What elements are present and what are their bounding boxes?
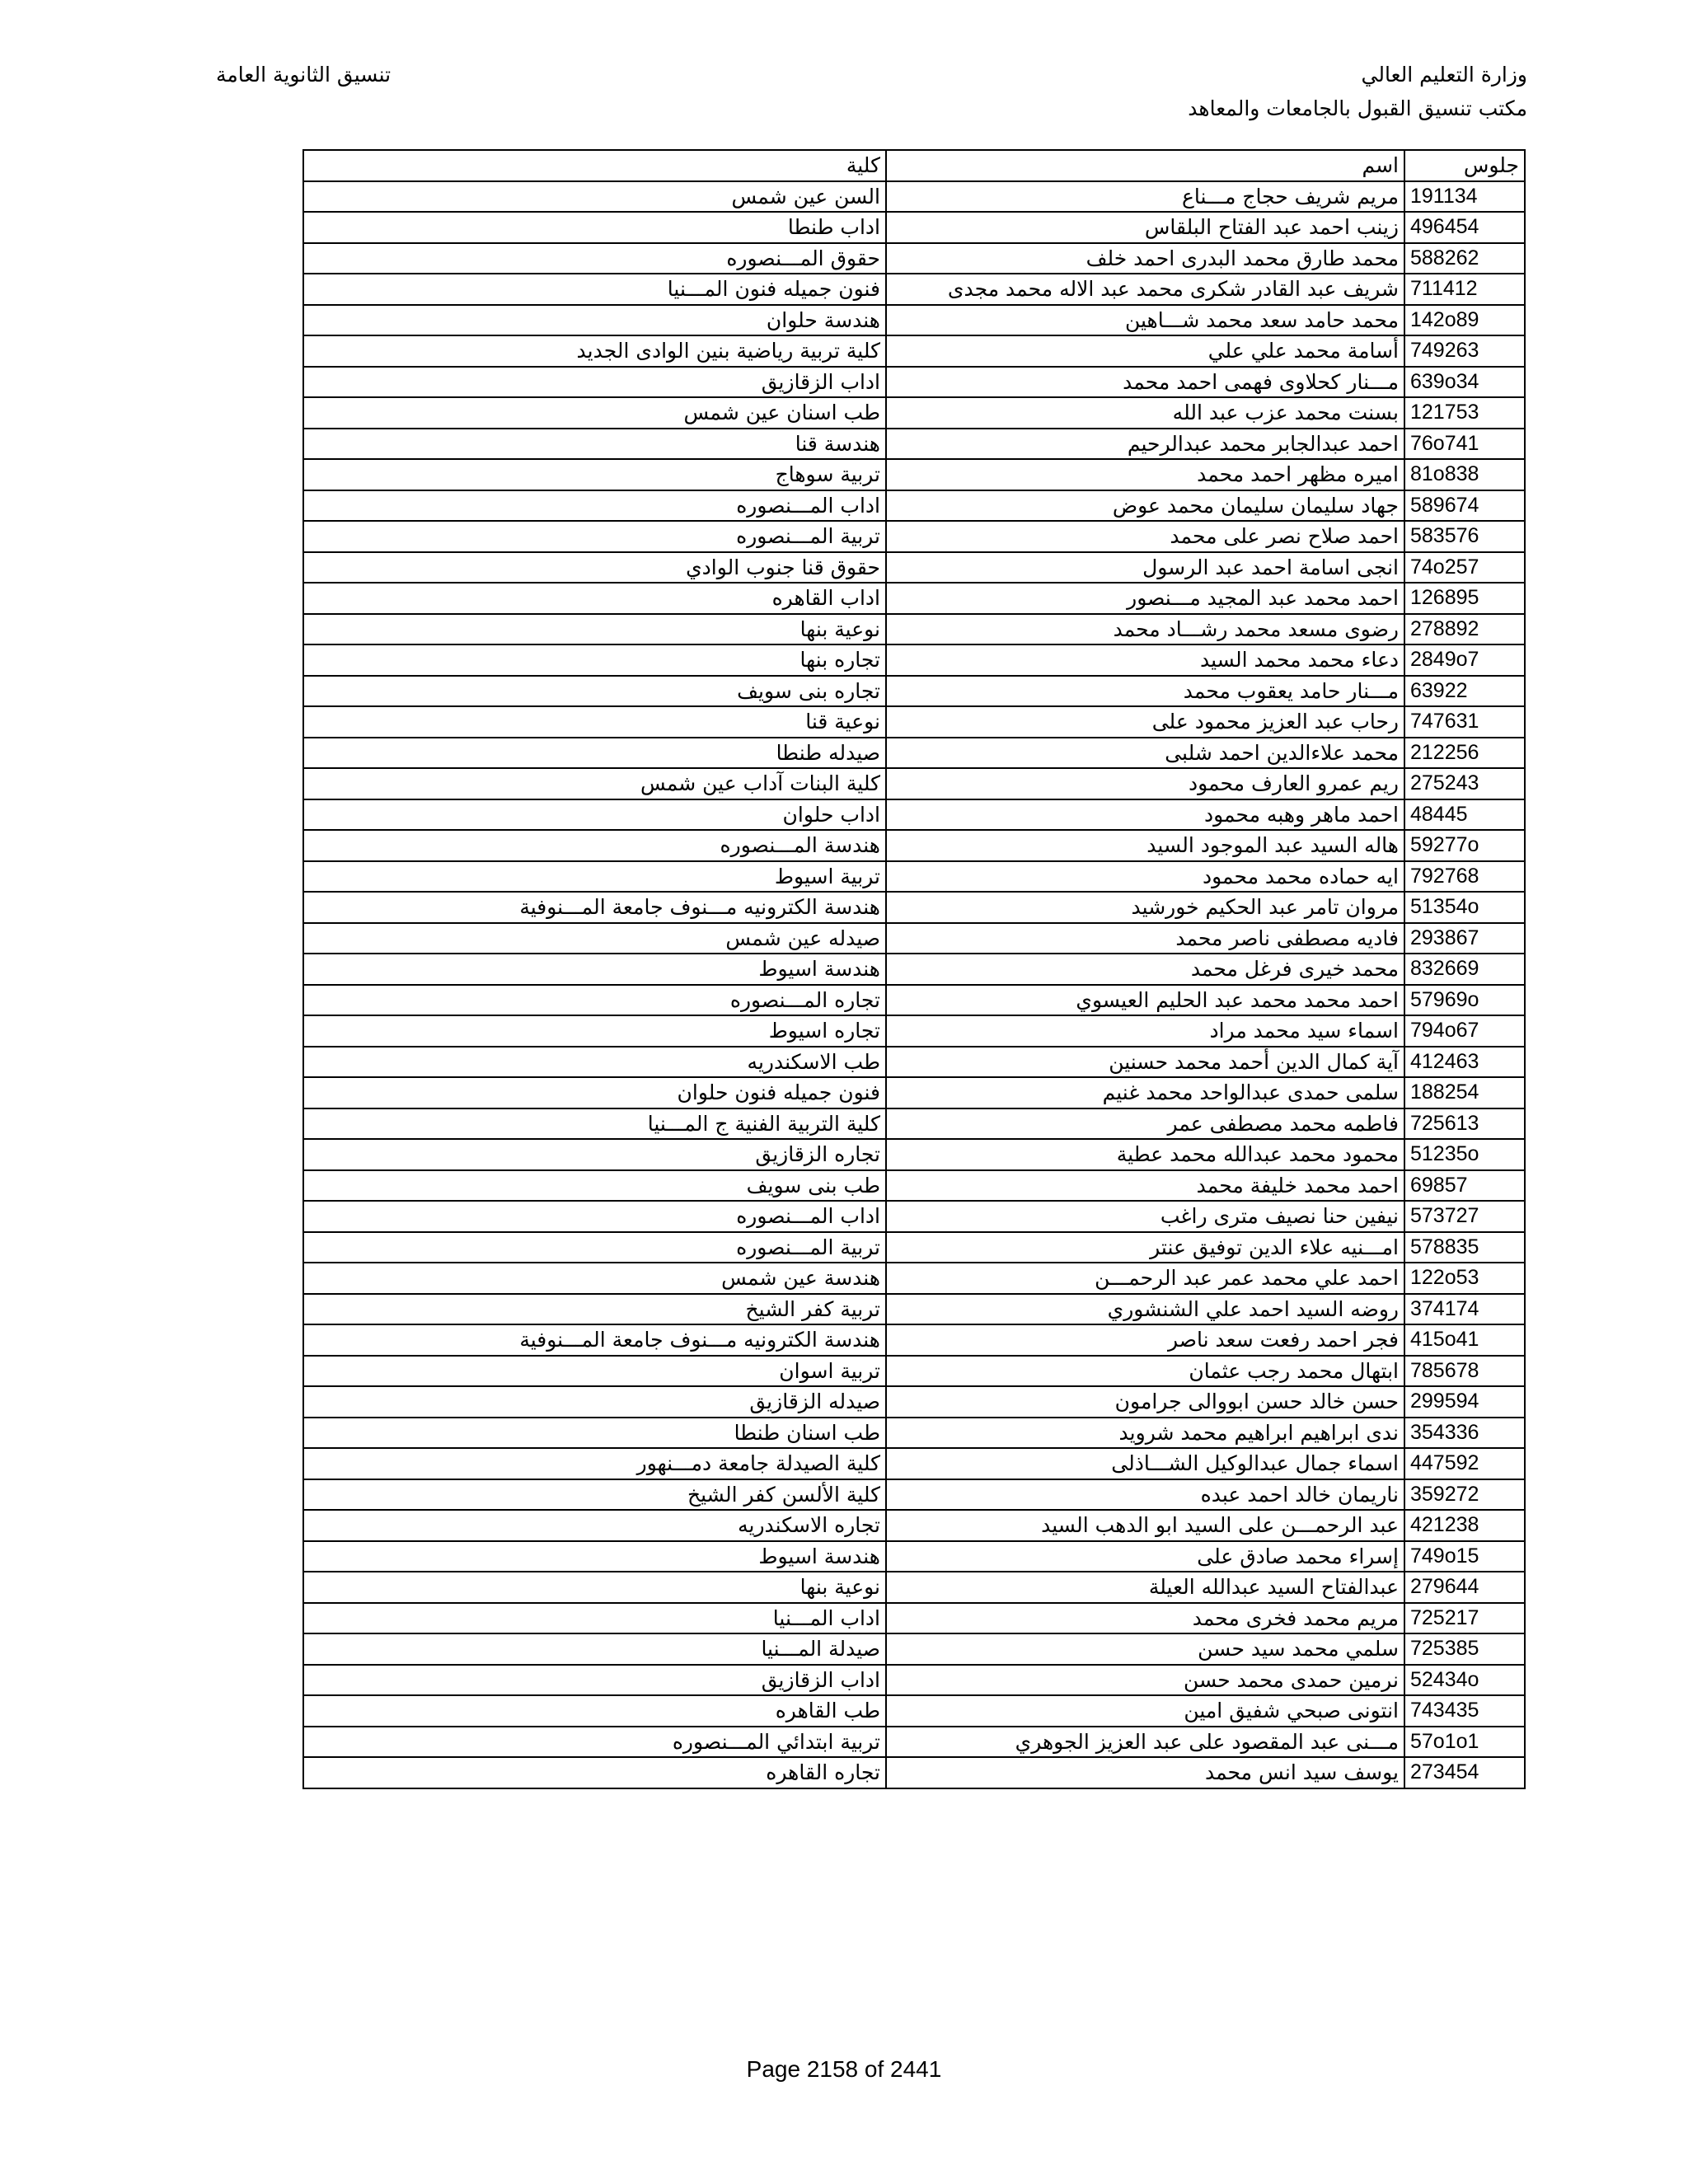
admissions-table bbox=[302, 149, 1526, 1789]
seat-number-cell: 74o257 bbox=[1404, 552, 1525, 583]
table-row bbox=[303, 583, 1525, 614]
name-cell: اسماء جمال عبدالوكيل الشـــاذلى bbox=[886, 1448, 1404, 1479]
faculty-cell: تجاره القاهره bbox=[303, 1757, 886, 1788]
faculty-cell: هندسة عين شمس bbox=[303, 1263, 886, 1294]
faculty-cell: تجاره اسيوط bbox=[303, 1015, 886, 1047]
table-row bbox=[303, 1572, 1525, 1603]
seat-number-cell: 573727 bbox=[1404, 1201, 1525, 1232]
seat-number-cell: 725217 bbox=[1404, 1603, 1525, 1634]
table-row bbox=[303, 243, 1525, 274]
faculty-cell: هندسة الكترونيه مـــنوف جامعة المـــنوفية bbox=[303, 1324, 886, 1356]
table-row bbox=[303, 1603, 1525, 1634]
table-row bbox=[303, 1232, 1525, 1263]
table-row bbox=[303, 1047, 1525, 1078]
seat-number-cell: 51235o bbox=[1404, 1139, 1525, 1170]
table-row bbox=[303, 1727, 1525, 1758]
seat-number-cell: 412463 bbox=[1404, 1047, 1525, 1078]
table-row bbox=[303, 1015, 1525, 1047]
faculty-cell: اداب المـــنصوره bbox=[303, 490, 886, 522]
faculty-cell: حقوق المـــنصوره bbox=[303, 243, 886, 274]
faculty-cell: تربية سوهاج bbox=[303, 459, 886, 490]
table-row bbox=[303, 1263, 1525, 1294]
name-cell: سلمي محمد سيد حسن bbox=[886, 1633, 1404, 1665]
office-title: مكتب تنسيق القبول بالجامعات والمعاهد bbox=[1188, 96, 1527, 120]
seat-number-cell: 299594 bbox=[1404, 1386, 1525, 1418]
table-row bbox=[303, 521, 1525, 552]
seat-number-cell: 747631 bbox=[1404, 706, 1525, 738]
table-row bbox=[303, 985, 1525, 1016]
seat-number-cell: 188254 bbox=[1404, 1077, 1525, 1108]
faculty-cell: هندسة المـــنصوره bbox=[303, 830, 886, 861]
seat-number-cell: 121753 bbox=[1404, 397, 1525, 429]
header-faculty: كلية bbox=[303, 150, 886, 181]
seat-number-cell: 52434o bbox=[1404, 1665, 1525, 1696]
seat-number-cell: 832669 bbox=[1404, 954, 1525, 985]
table-row bbox=[303, 1633, 1525, 1665]
table-row bbox=[303, 552, 1525, 583]
table-row bbox=[303, 954, 1525, 985]
name-cell: نرمين حمدى محمد حسن bbox=[886, 1665, 1404, 1696]
faculty-cell: هندسة حلوان bbox=[303, 305, 886, 336]
faculty-cell: صيدله الزقازيق bbox=[303, 1386, 886, 1418]
name-cell: احمد ماهر وهبه محمود bbox=[886, 799, 1404, 831]
table-row bbox=[303, 1324, 1525, 1356]
table-row bbox=[303, 490, 1525, 522]
faculty-cell: كلية التربية الفنية ج المـــنيا bbox=[303, 1108, 886, 1140]
table-row bbox=[303, 614, 1525, 645]
table-row bbox=[303, 738, 1525, 769]
seat-number-cell: 374174 bbox=[1404, 1294, 1525, 1325]
seat-number-cell: 749o15 bbox=[1404, 1541, 1525, 1572]
faculty-cell: هندسة اسيوط bbox=[303, 954, 886, 985]
name-cell: مـــنار حامد يعقوب محمد bbox=[886, 676, 1404, 707]
admissions-table-body bbox=[303, 150, 1525, 1788]
faculty-cell: صيدله عين شمس bbox=[303, 923, 886, 954]
faculty-cell: نوعية بنها bbox=[303, 1572, 886, 1603]
faculty-cell: طب اسنان عين شمس bbox=[303, 397, 886, 429]
table-row bbox=[303, 892, 1525, 923]
faculty-cell: صيدلة المـــنيا bbox=[303, 1633, 886, 1665]
name-cell: محمد طارق محمد البدرى احمد خلف bbox=[886, 243, 1404, 274]
name-cell: انجى اسامة احمد عبد الرسول bbox=[886, 552, 1404, 583]
name-cell: محمد حامد سعد محمد شـــاهين bbox=[886, 305, 1404, 336]
name-cell: امـــنيه علاء الدين توفيق عنتر bbox=[886, 1232, 1404, 1263]
name-cell: ريم عمرو العارف محمود bbox=[886, 768, 1404, 799]
name-cell: روضه السيد احمد علي الشنشوري bbox=[886, 1294, 1404, 1325]
seat-number-cell: 578835 bbox=[1404, 1232, 1525, 1263]
faculty-cell: نوعية قنا bbox=[303, 706, 886, 738]
table-row bbox=[303, 367, 1525, 398]
faculty-cell: اداب المـــنصوره bbox=[303, 1201, 886, 1232]
faculty-cell: هندسة الكترونيه مـــنوف جامعة المـــنوفية bbox=[303, 892, 886, 923]
seat-number-cell: 794o67 bbox=[1404, 1015, 1525, 1047]
table-row bbox=[303, 1757, 1525, 1788]
name-cell: مريم محمد فخرى محمد bbox=[886, 1603, 1404, 1634]
faculty-cell: اداب الزقازيق bbox=[303, 1665, 886, 1696]
table-header-row bbox=[303, 150, 1525, 181]
faculty-cell: فنون جميله فنون المـــنيا bbox=[303, 274, 886, 305]
table-row bbox=[303, 397, 1525, 429]
faculty-cell: تربية المـــنصوره bbox=[303, 1232, 886, 1263]
faculty-cell: حقوق قنا جنوب الوادي bbox=[303, 552, 886, 583]
seat-number-cell: 415o41 bbox=[1404, 1324, 1525, 1356]
seat-number-cell: 588262 bbox=[1404, 243, 1525, 274]
name-cell: احمد صلاح نصر على محمد bbox=[886, 521, 1404, 552]
coordination-title: تنسيق الثانوية العامة bbox=[216, 63, 392, 87]
faculty-cell: كلية البنات آداب عين شمس bbox=[303, 768, 886, 799]
table-row bbox=[303, 768, 1525, 799]
name-cell: زينب احمد عبد الفتاح البلقاس bbox=[886, 212, 1404, 243]
table-row bbox=[303, 861, 1525, 893]
name-cell: ناريمان خالد احمد عبده bbox=[886, 1479, 1404, 1511]
name-cell: عبد الرحمـــن على السيد ابو الدهب السيد bbox=[886, 1510, 1404, 1541]
seat-number-cell: 421238 bbox=[1404, 1510, 1525, 1541]
name-cell: فجر احمد رفعت سعد ناصر bbox=[886, 1324, 1404, 1356]
table-row bbox=[303, 429, 1525, 460]
name-cell: عبدالفتاح السيد عبدالله العيلة bbox=[886, 1572, 1404, 1603]
name-cell: مريم شريف حجاج مـــناع bbox=[886, 181, 1404, 213]
table-row bbox=[303, 305, 1525, 336]
seat-number-cell: 711412 bbox=[1404, 274, 1525, 305]
table-row bbox=[303, 676, 1525, 707]
faculty-cell: اداب حلوان bbox=[303, 799, 886, 831]
name-cell: ندى ابراهيم ابراهيم محمد شرويد bbox=[886, 1418, 1404, 1449]
faculty-cell: تجاره الزقازيق bbox=[303, 1139, 886, 1170]
seat-number-cell: 749263 bbox=[1404, 335, 1525, 367]
seat-number-cell: 2849o7 bbox=[1404, 644, 1525, 676]
name-cell: احمد عبدالجابر محمد عبدالرحيم bbox=[886, 429, 1404, 460]
name-cell: دعاء محمد محمد السيد bbox=[886, 644, 1404, 676]
name-cell: محمد علاءالدين احمد شلبى bbox=[886, 738, 1404, 769]
faculty-cell: صيدله طنطا bbox=[303, 738, 886, 769]
faculty-cell: طب القاهره bbox=[303, 1695, 886, 1727]
name-cell: رضوى مسعد محمد رشـــاد محمد bbox=[886, 614, 1404, 645]
table-row bbox=[303, 1201, 1525, 1232]
name-cell: مـــنار كحلاوى فهمى احمد محمد bbox=[886, 367, 1404, 398]
faculty-cell: تربية ابتدائي المـــنصوره bbox=[303, 1727, 886, 1758]
seat-number-cell: 126895 bbox=[1404, 583, 1525, 614]
seat-number-cell: 76o741 bbox=[1404, 429, 1525, 460]
seat-number-cell: 57o1o1 bbox=[1404, 1727, 1525, 1758]
table-row bbox=[303, 1356, 1525, 1387]
header-name: اسم bbox=[886, 150, 1404, 181]
faculty-cell: تربية كفر الشيخ bbox=[303, 1294, 886, 1325]
name-cell: اسماء سيد محمد مراد bbox=[886, 1015, 1404, 1047]
seat-number-cell: 273454 bbox=[1404, 1757, 1525, 1788]
name-cell: مـــنى عبد المقصود على عبد العزيز الجوهري bbox=[886, 1727, 1404, 1758]
table-row bbox=[303, 1448, 1525, 1479]
faculty-cell: السن عين شمس bbox=[303, 181, 886, 213]
seat-number-cell: 69857 bbox=[1404, 1170, 1525, 1202]
name-cell: محمد خيرى فرغل محمد bbox=[886, 954, 1404, 985]
name-cell: فاطمه محمد مصطفى عمر bbox=[886, 1108, 1404, 1140]
table-row bbox=[303, 1418, 1525, 1449]
table-row bbox=[303, 212, 1525, 243]
name-cell: آية كمال الدين أحمد محمد حسنين bbox=[886, 1047, 1404, 1078]
faculty-cell: طب اسنان طنطا bbox=[303, 1418, 886, 1449]
table-row bbox=[303, 181, 1525, 213]
table-row bbox=[303, 644, 1525, 676]
faculty-cell: اداب طنطا bbox=[303, 212, 886, 243]
table-row bbox=[303, 1510, 1525, 1541]
faculty-cell: اداب المـــنيا bbox=[303, 1603, 886, 1634]
table-row bbox=[303, 335, 1525, 367]
seat-number-cell: 785678 bbox=[1404, 1356, 1525, 1387]
seat-number-cell: 63922 bbox=[1404, 676, 1525, 707]
name-cell: احمد محمد خليفة محمد bbox=[886, 1170, 1404, 1202]
faculty-cell: كلية الألسن كفر الشيخ bbox=[303, 1479, 886, 1511]
faculty-cell: هندسة اسيوط bbox=[303, 1541, 886, 1572]
table-row bbox=[303, 1479, 1525, 1511]
name-cell: هاله السيد عبد الموجود السيد bbox=[886, 830, 1404, 861]
table-row bbox=[303, 1695, 1525, 1727]
name-cell: إسراء محمد صادق على bbox=[886, 1541, 1404, 1572]
name-cell: نيفين حنا نصيف مترى راغب bbox=[886, 1201, 1404, 1232]
table-row bbox=[303, 1139, 1525, 1170]
table-row bbox=[303, 706, 1525, 738]
name-cell: احمد محمد عبد المجيد مـــنصور bbox=[886, 583, 1404, 614]
name-cell: حسن خالد حسن ابووالى جرامون bbox=[886, 1386, 1404, 1418]
table-row bbox=[303, 1541, 1525, 1572]
seat-number-cell: 354336 bbox=[1404, 1418, 1525, 1449]
seat-number-cell: 639o34 bbox=[1404, 367, 1525, 398]
header-seat: جلوس bbox=[1404, 150, 1525, 181]
name-cell: محمود محمد عبدالله محمد عطية bbox=[886, 1139, 1404, 1170]
ministry-title: وزارة التعليم العالي bbox=[1361, 63, 1527, 87]
name-cell: انتونى صبحي شفيق امين bbox=[886, 1695, 1404, 1727]
name-cell: بسنت محمد عزب عبد الله bbox=[886, 397, 1404, 429]
table-row bbox=[303, 1108, 1525, 1140]
name-cell: سلمى حمدى عبدالواحد محمد غنيم bbox=[886, 1077, 1404, 1108]
seat-number-cell: 725613 bbox=[1404, 1108, 1525, 1140]
table-row bbox=[303, 799, 1525, 831]
faculty-cell: تجاره بنى سويف bbox=[303, 676, 886, 707]
faculty-cell: تجاره المـــنصوره bbox=[303, 985, 886, 1016]
faculty-cell: طب الاسكندريه bbox=[303, 1047, 886, 1078]
table-row bbox=[303, 1077, 1525, 1108]
table-row bbox=[303, 1386, 1525, 1418]
name-cell: فاديه مصطفى ناصر محمد bbox=[886, 923, 1404, 954]
name-cell: ايه حماده محمد محمود bbox=[886, 861, 1404, 893]
table-row bbox=[303, 459, 1525, 490]
name-cell: رحاب عبد العزيز محمود على bbox=[886, 706, 1404, 738]
seat-number-cell: 359272 bbox=[1404, 1479, 1525, 1511]
faculty-cell: تربية اسوان bbox=[303, 1356, 886, 1387]
faculty-cell: كلية الصيدلة جامعة دمـــنهور bbox=[303, 1448, 886, 1479]
name-cell: جهاد سليمان سليمان محمد عوض bbox=[886, 490, 1404, 522]
seat-number-cell: 275243 bbox=[1404, 768, 1525, 799]
header-ministry-block bbox=[868, 58, 1527, 125]
table-row bbox=[303, 830, 1525, 861]
seat-number-cell: 81o838 bbox=[1404, 459, 1525, 490]
seat-number-cell: 279644 bbox=[1404, 1572, 1525, 1603]
seat-number-cell: 589674 bbox=[1404, 490, 1525, 522]
faculty-cell: اداب الزقازيق bbox=[303, 367, 886, 398]
name-cell: شريف عبد القادر شكرى محمد عبد الاله محمد مجدى bbox=[886, 274, 1404, 305]
faculty-cell: هندسة قنا bbox=[303, 429, 886, 460]
faculty-cell: تربية المـــنصوره bbox=[303, 521, 886, 552]
faculty-cell: تجاره بنها bbox=[303, 644, 886, 676]
seat-number-cell: 792768 bbox=[1404, 861, 1525, 893]
seat-number-cell: 51354o bbox=[1404, 892, 1525, 923]
name-cell: أسامة محمد علي علي bbox=[886, 335, 1404, 367]
faculty-cell: كلية تربية رياضية بنين الوادى الجديد bbox=[303, 335, 886, 367]
seat-number-cell: 57969o bbox=[1404, 985, 1525, 1016]
faculty-cell: نوعية بنها bbox=[303, 614, 886, 645]
faculty-cell: فنون جميله فنون حلوان bbox=[303, 1077, 886, 1108]
table-row bbox=[303, 274, 1525, 305]
seat-number-cell: 496454 bbox=[1404, 212, 1525, 243]
name-cell: احمد علي محمد عمر عبد الرحمـــن bbox=[886, 1263, 1404, 1294]
seat-number-cell: 583576 bbox=[1404, 521, 1525, 552]
name-cell: يوسف سيد انس محمد bbox=[886, 1757, 1404, 1788]
seat-number-cell: 447592 bbox=[1404, 1448, 1525, 1479]
faculty-cell: اداب القاهره bbox=[303, 583, 886, 614]
seat-number-cell: 122o53 bbox=[1404, 1263, 1525, 1294]
page-number: Page 2158 of 2441 bbox=[746, 2056, 942, 2082]
faculty-cell: تجاره الاسكندريه bbox=[303, 1510, 886, 1541]
seat-number-cell: 59277o bbox=[1404, 830, 1525, 861]
faculty-cell: طب بنى سويف bbox=[303, 1170, 886, 1202]
faculty-cell: تربية اسيوط bbox=[303, 861, 886, 893]
seat-number-cell: 725385 bbox=[1404, 1633, 1525, 1665]
seat-number-cell: 293867 bbox=[1404, 923, 1525, 954]
seat-number-cell: 142o89 bbox=[1404, 305, 1525, 336]
seat-number-cell: 48445 bbox=[1404, 799, 1525, 831]
table-row bbox=[303, 923, 1525, 954]
name-cell: اميره مظهر احمد محمد bbox=[886, 459, 1404, 490]
seat-number-cell: 212256 bbox=[1404, 738, 1525, 769]
name-cell: ابتهال محمد رجب عثمان bbox=[886, 1356, 1404, 1387]
name-cell: مروان تامر عبد الحكيم خورشيد bbox=[886, 892, 1404, 923]
table-row bbox=[303, 1170, 1525, 1202]
name-cell: احمد محمد محمد عبد الحليم العيسوي bbox=[886, 985, 1404, 1016]
seat-number-cell: 743435 bbox=[1404, 1695, 1525, 1727]
table-row bbox=[303, 1665, 1525, 1696]
seat-number-cell: 278892 bbox=[1404, 614, 1525, 645]
table-row bbox=[303, 1294, 1525, 1325]
seat-number-cell: 191134 bbox=[1404, 181, 1525, 213]
